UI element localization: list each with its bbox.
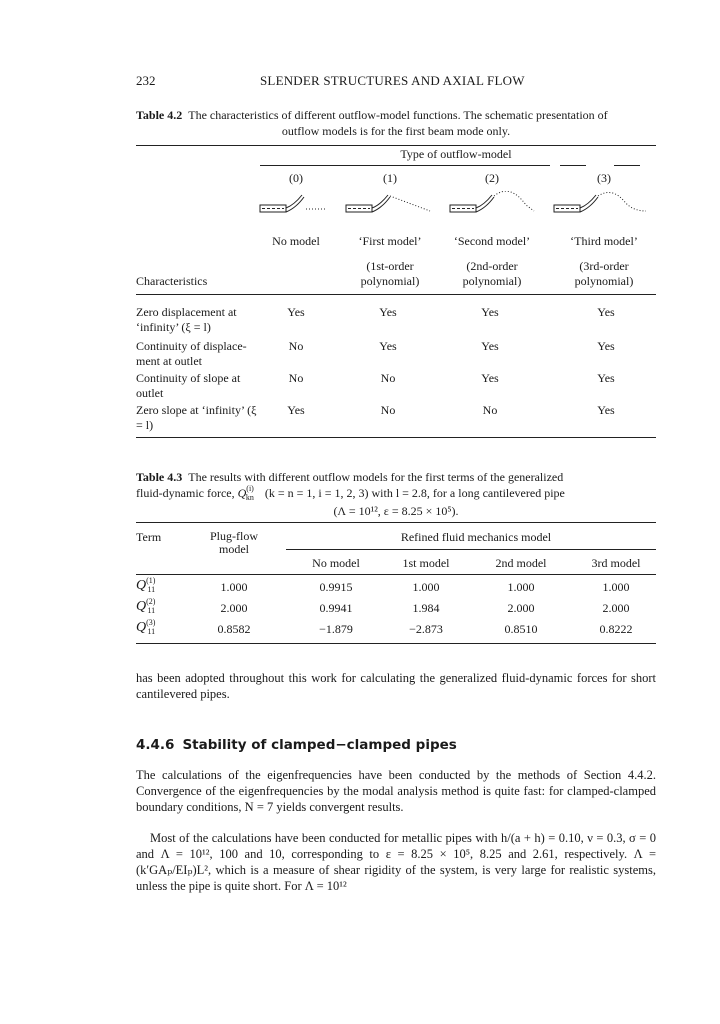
cell: Yes — [481, 371, 499, 385]
section-title: Stability of clamped−clamped pipes — [182, 737, 457, 753]
section-heading — [136, 737, 457, 753]
caption-line: fluid-dynamic force, — [136, 486, 235, 500]
table-label: Table 4.2 — [136, 108, 183, 122]
cell: 1.984 — [412, 601, 440, 615]
sub-col-header: 3rd model — [591, 556, 641, 570]
col-header-plug: Plug-flow model — [210, 529, 258, 556]
cell: Yes — [597, 305, 615, 319]
model-order: (2nd-order — [466, 259, 518, 273]
page-number: 232 — [136, 73, 156, 88]
group-header: Refined fluid mechanics model — [400, 530, 552, 544]
model-id: (0) — [289, 171, 303, 185]
sub-col-header: 1st model — [402, 556, 450, 570]
row-label: Zero displacement at ‘infinity’ (ξ = l) — [136, 305, 237, 334]
model-name: ‘Third model’ — [570, 234, 638, 248]
running-title: SLENDER STRUCTURES AND AXIAL FLOW — [260, 73, 525, 88]
running-header — [136, 73, 656, 91]
model-order: polynomial) — [574, 274, 634, 288]
cell: 0.8582 — [217, 622, 251, 636]
model-id: (3) — [597, 171, 611, 185]
cell: 0.9915 — [319, 580, 353, 594]
cell: No — [288, 339, 304, 353]
cell: 1.000 — [507, 580, 535, 594]
cell: −1.879 — [319, 622, 353, 636]
body-paragraph: Most of the calculations have been conducted for metallic pipes with h/(a + h) = 0.10, ν = 0.3, σ = 0 and Λ = 10¹², 100 and 10, corresponding to ε = 8.25 × 10⁵, 8.25 and 2.61, respectively. Λ = (k′GAₚ/EIₚ)L², which is a measure of shear rigidity of the system, is very large for realistic systems, unless the pipe is quite short. For Λ = 10¹² — [136, 831, 656, 893]
cell: 0.8222 — [599, 622, 633, 636]
model-order: polynomial) — [462, 274, 522, 288]
cell: 2.000 — [220, 601, 248, 615]
cell: No — [482, 403, 498, 417]
cell: Yes — [597, 403, 615, 417]
table-4-3 — [136, 522, 656, 644]
section-number: 4.4.6 — [136, 737, 175, 753]
cell: −2.873 — [409, 622, 443, 636]
cell: Yes — [379, 339, 397, 353]
table-4-2-caption — [136, 107, 656, 139]
cell: 0.8510 — [504, 622, 538, 636]
stub-header: Characteristics — [136, 274, 208, 288]
cell: Yes — [379, 305, 397, 319]
caption-line: (k = n = 1, i = 1, 2, 3) with l = 2.8, for a long cantilevered pipe — [264, 486, 565, 500]
term-symbol: $Q^{(1)}_{11}$ — [136, 576, 156, 594]
body-paragraph: has been adopted throughout this work for calculating the generalized fluid-dynamic forces for short cantilevered pipes. — [136, 671, 656, 701]
group-header: Type of outflow-model — [400, 147, 512, 161]
cell: 1.000 — [412, 580, 440, 594]
cell: Yes — [481, 339, 499, 353]
cell: 1.000 — [220, 580, 248, 594]
outflow-model-schematics — [254, 191, 654, 223]
schematic-model-2 — [450, 191, 534, 212]
cell: Yes — [287, 305, 305, 319]
model-name: ‘Second model’ — [453, 234, 531, 248]
table-4-2 — [136, 139, 656, 439]
model-id: (1) — [383, 171, 397, 185]
model-id: (2) — [485, 171, 499, 185]
model-name: ‘First model’ — [358, 234, 422, 248]
row-label: Continuity of slope at outlet — [136, 371, 241, 400]
cell: Yes — [597, 339, 615, 353]
term-symbol: $Q^{(3)}_{11}$ — [136, 618, 156, 636]
caption-line: outflow models is for the first beam mode only. — [281, 124, 511, 138]
row-label: Zero slope at ‘infinity’ (ξ = l) — [136, 403, 257, 432]
cell: No — [380, 403, 396, 417]
schematic-model-0 — [260, 195, 326, 212]
cell: No — [288, 371, 304, 385]
table-label: Table 4.3 — [136, 470, 183, 484]
term-symbol: $Q^{(2)}_{11}$ — [136, 597, 156, 615]
model-order: (1st-order — [366, 259, 414, 273]
model-order: polynomial) — [360, 274, 420, 288]
caption-line: The characteristics of different outflow-model functions. The schematic presentation of — [188, 108, 608, 122]
sub-col-header: 2nd model — [495, 556, 547, 570]
row-label: Continuity of displace-ment at outlet — [136, 339, 247, 368]
col-header-term: Term — [136, 530, 162, 544]
cell: 0.9941 — [319, 601, 353, 615]
cell: Yes — [481, 305, 499, 319]
schematic-model-3 — [554, 192, 646, 212]
body-paragraph: The calculations of the eigenfrequencies have been conducted by the methods of Section 4.4.2. Convergence of the eigenfrequencies by the modal analysis method is quite fast: for clamped-clamped boundary conditions, N = 7 yields convergent results. — [136, 768, 656, 814]
cell: No — [380, 371, 396, 385]
caption-line: (Λ = 10¹², ε = 8.25 × 10⁵). — [333, 504, 459, 518]
cell: Yes — [597, 371, 615, 385]
model-order: (3rd-order — [579, 259, 629, 273]
cell: 2.000 — [602, 601, 630, 615]
cell: Yes — [287, 403, 305, 417]
sub-col-header: No model — [312, 556, 360, 570]
cell: 1.000 — [602, 580, 630, 594]
q-symbol: $Q^{(i)}_{kn}$ — [237, 484, 254, 502]
cell: 2.000 — [507, 601, 535, 615]
table-4-3-caption — [136, 469, 656, 519]
schematic-model-1 — [346, 195, 430, 212]
model-name: No model — [272, 234, 320, 248]
caption-line: The results with different outflow models for the first terms of the generalized — [188, 470, 564, 484]
